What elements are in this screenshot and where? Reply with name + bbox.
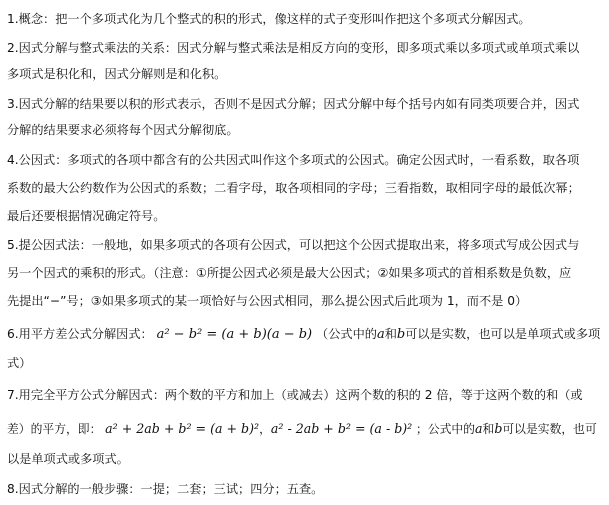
text-line-7: 系数的最大公约数作为公因式的系数；二看字母，取各项相同的字母；三看指数，取相同字母的最低次幂； bbox=[7, 181, 580, 195]
text-line-10: 另一个因式的乘积的形式。（注意：①所提公因式必须是最大公因式；②如果多项式的首相系数是负数，应 bbox=[7, 266, 572, 280]
variable-b: b bbox=[494, 421, 503, 436]
text-line-16: 以是单项式或多项式。 bbox=[7, 452, 129, 466]
variable-a: a bbox=[376, 327, 385, 342]
text-line-6: 4.公因式：多项式的各项中都含有的公共因式叫作这个多项式的公因式。确定公因式时，一看系数，取各项 bbox=[7, 153, 580, 167]
text-line-14: 7.用完全平方公式分解因式：两个数的平方和加上（或减去）这两个数的积的 2 倍，等于这两个数的和（或 bbox=[7, 388, 583, 402]
text-line-17: 8.因式分解的一般步骤：一提；二套；三试；四分；五查。 bbox=[7, 482, 324, 496]
text-line-13: 式） bbox=[7, 356, 32, 370]
item7-and: 和 bbox=[482, 422, 495, 436]
item6-suffix: （公式中的 bbox=[316, 327, 377, 341]
item6-prefix: 6.用平方差公式分解因式： bbox=[7, 327, 153, 341]
text-line-3: 多项式是积化和，因式分解则是和化积。 bbox=[7, 67, 227, 81]
text-line-8: 最后还要根据情况确定符号。 bbox=[7, 209, 166, 223]
text-line-4: 3.因式分解的结果要以积的形式表示，否则不是因式分解；因式分解中每个括号内如有同类项要合并，因式 bbox=[7, 97, 580, 111]
variable-a: a bbox=[474, 421, 483, 436]
text-line-1: 1.概念：把一个多项式化为几个整式的积的形式，像这样的式子变形叫作把这个多项式分解因式。 bbox=[7, 12, 531, 26]
formula-separator: ， bbox=[259, 422, 271, 436]
perfect-square-minus-formula: a² - 2ab + b² = (a - b)² bbox=[270, 421, 413, 436]
text-line-9: 5.提公因式法：一般地，如果多项式的各项有公因式，可以把这个公因式提取出来，将多项式写成公因式与 bbox=[7, 238, 580, 252]
item7-suffix: ；公式中的 bbox=[415, 422, 475, 436]
item6-and: 和 bbox=[384, 327, 397, 341]
difference-of-squares-formula: a² − b² = (a + b)(a − b) bbox=[156, 327, 313, 342]
text-line-5: 分解的结果要求必须将每个因式分解彻底。 bbox=[7, 123, 239, 137]
text-line-12 bbox=[7, 326, 600, 343]
text-line-15 bbox=[7, 421, 597, 437]
item7-prefix: 差）的平方，即： bbox=[7, 422, 102, 436]
item6-suffix2: 可以是实数，也可以是单项式或多项 bbox=[405, 327, 601, 341]
text-line-11: 先提出“−”号；③如果多项式的某一项恰好与公因式相同，那么提公因式后此项为 1，而不是 0） bbox=[7, 294, 528, 308]
perfect-square-plus-formula: a² + 2ab + b² = (a + b)² bbox=[105, 421, 260, 436]
text-line-2: 2.因式分解与整式乘法的关系：因式分解与整式乘法是相反方向的变形，即多项式乘以多项式或单项式乘以 bbox=[7, 41, 580, 55]
item7-suffix2: 可以是实数，也可 bbox=[502, 422, 597, 436]
variable-b: b bbox=[396, 327, 406, 342]
